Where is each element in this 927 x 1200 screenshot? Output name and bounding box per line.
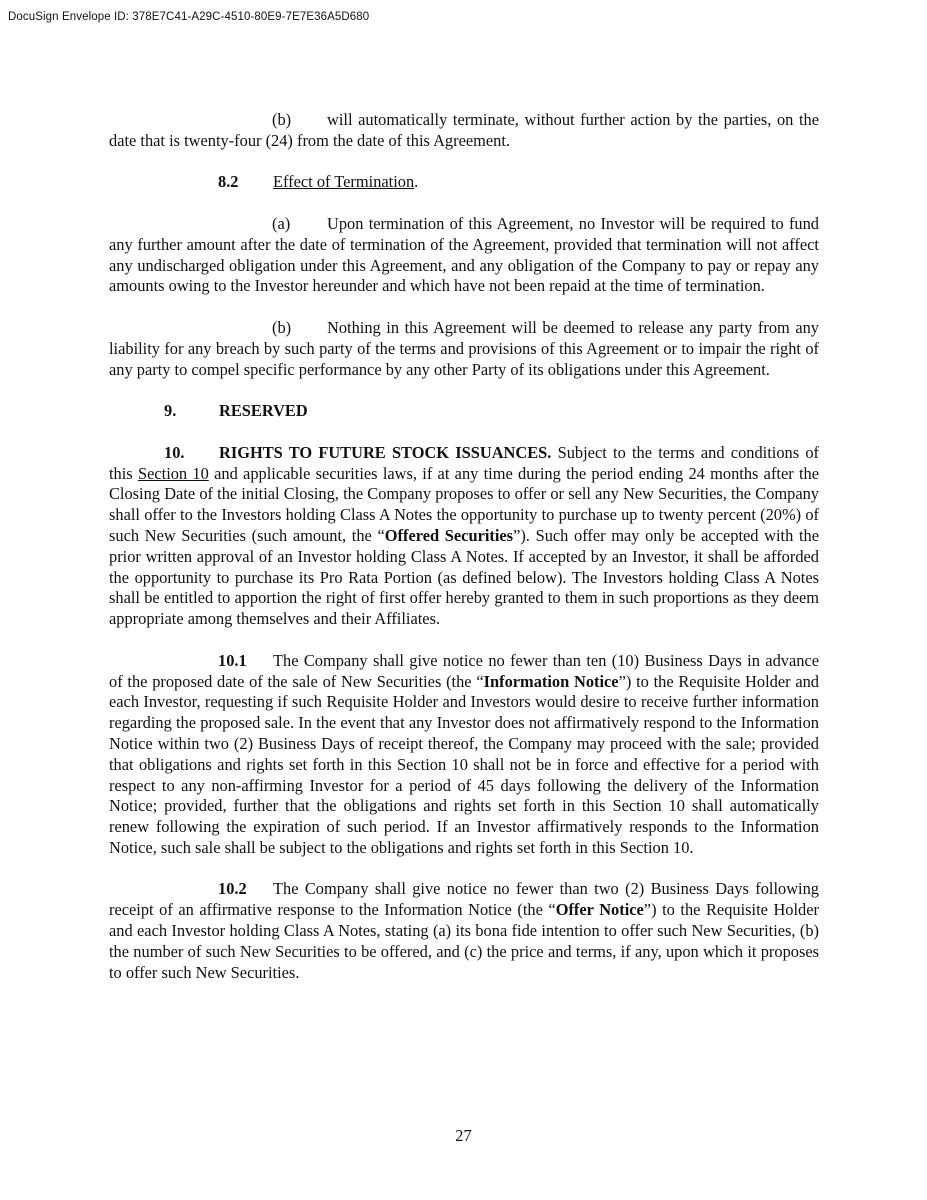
section-title-period: . bbox=[414, 172, 419, 192]
paragraph-8-1-b bbox=[109, 110, 819, 152]
subsection-text: The Company shall give notice no fewer than ten (10) Business Days in advance of the proposed date of the sale of New Securities (the “ bbox=[109, 650, 819, 691]
clause-text: Nothing in this Agreement will be deemed to release any party from any liability for any breach by such party of the terms and provisions of this Agreement or to impair the right of any party to compel specific performance by any other Party of its obligations under this Agreement. bbox=[109, 317, 819, 379]
section-number: 8.2 bbox=[218, 172, 239, 192]
section-title: RIGHTS TO FUTURE STOCK ISSUANCES. bbox=[219, 442, 552, 462]
defined-term: Offered Securities bbox=[384, 525, 514, 545]
clause-text: Upon termination of this Agreement, no Investor will be required to fund any further amount after the date of termination of the Agreement, provided that termination will not affect any undischarged obligation under this Agreement, and any obligation of the Company to pay or repay any amounts owing to the Investor hereunder and which have not been repaid at the time of termination. bbox=[109, 213, 819, 296]
section-text: and applicable securities laws, if at any time during the period ending 24 months after the Closing Date of the initial Closing, the Company proposes to offer or sell any New Securities, the Company shall offer to the Investors holding Class A Notes the opportunity to purchase up to twenty percent (20%) of such New Securities (such amount, the “ bbox=[109, 463, 819, 545]
section-title: RESERVED bbox=[219, 401, 308, 421]
clause-label: (b) bbox=[272, 110, 292, 129]
subsection-number: 10.2 bbox=[218, 879, 247, 899]
paragraph-10-2 bbox=[109, 879, 819, 983]
clause-text: will automatically terminate, without further action by the parties, on the date that is twenty-four (24) from the date of this Agreement. bbox=[109, 110, 819, 150]
section-10-paragraph bbox=[109, 443, 819, 630]
paragraph-10-1 bbox=[109, 651, 819, 859]
document-body bbox=[109, 110, 819, 983]
section-9-heading bbox=[109, 401, 819, 422]
section-text: ”). Such offer may only be accepted with the prior written approval of an Investor holding Class A Notes. If accepted by an Investor, it shall be afforded the opportunity to purchase its Pro Rata Portion (as defined below). The Investors holding Class A Notes shall be entitled to apportion the right of first offer hereby granted to them in such proportions as they deem appropriate among themselves and their Affiliates. bbox=[109, 525, 820, 629]
paragraph-8-2-b bbox=[109, 318, 819, 380]
subsection-text: The Company shall give notice no fewer than two (2) Business Days following receipt of an affirmative response to the Information Notice (the “ bbox=[109, 879, 819, 920]
subsection-number: 10.1 bbox=[218, 650, 247, 670]
section-text: Subject to the terms and conditions of this bbox=[109, 442, 819, 483]
clause-label: (b) bbox=[272, 317, 292, 337]
subsection-text: ”) to the Requisite Holder and each Investor, requesting if such Requisite Holder and Investors would desire to receive further information regarding the proposed sale. In the event that any Investor does not affirmatively respond to the Information Notice within two (2) Business Days of receipt thereof, the Company may proceed with the sale; provided that obligations and rights set forth in this Section 10 shall not be in force and effective for a period with respect to any non-affirming Investor for a period of 45 days following the delivery of the Information Notice; provided, further that the obligations and rights set forth in this Section 10 shall automatically renew following the expiration of such period. If an Investor affirmatively responds to the Information Notice, such sale shall be subject to the obligations and rights set forth in this Section 10. bbox=[109, 671, 819, 857]
envelope-id-header: DocuSign Envelope ID: 378E7C41-A29C-4510-80E9-7E7E36A5D680 bbox=[8, 11, 370, 23]
defined-term: Information Notice bbox=[483, 671, 619, 691]
section-8-2-heading bbox=[109, 172, 819, 193]
defined-term: Offer Notice bbox=[555, 900, 644, 920]
section-number: 10. bbox=[164, 442, 185, 462]
clause-label: (a) bbox=[272, 213, 291, 233]
subsection-text: ”) to the Requisite Holder and each Investor holding Class A Notes, stating (a) its bona fide intention to offer such New Securities, (b) the number of such New Securities to be offered, and (c) the price and terms, if any, upon which it proposes to offer such New Securities. bbox=[109, 900, 819, 982]
section-reference: Section 10 bbox=[137, 463, 209, 483]
page-number: 27 bbox=[455, 1126, 472, 1145]
section-title: Effect of Termination bbox=[273, 172, 415, 192]
section-number: 9. bbox=[164, 401, 177, 421]
paragraph-8-2-a bbox=[109, 214, 819, 297]
